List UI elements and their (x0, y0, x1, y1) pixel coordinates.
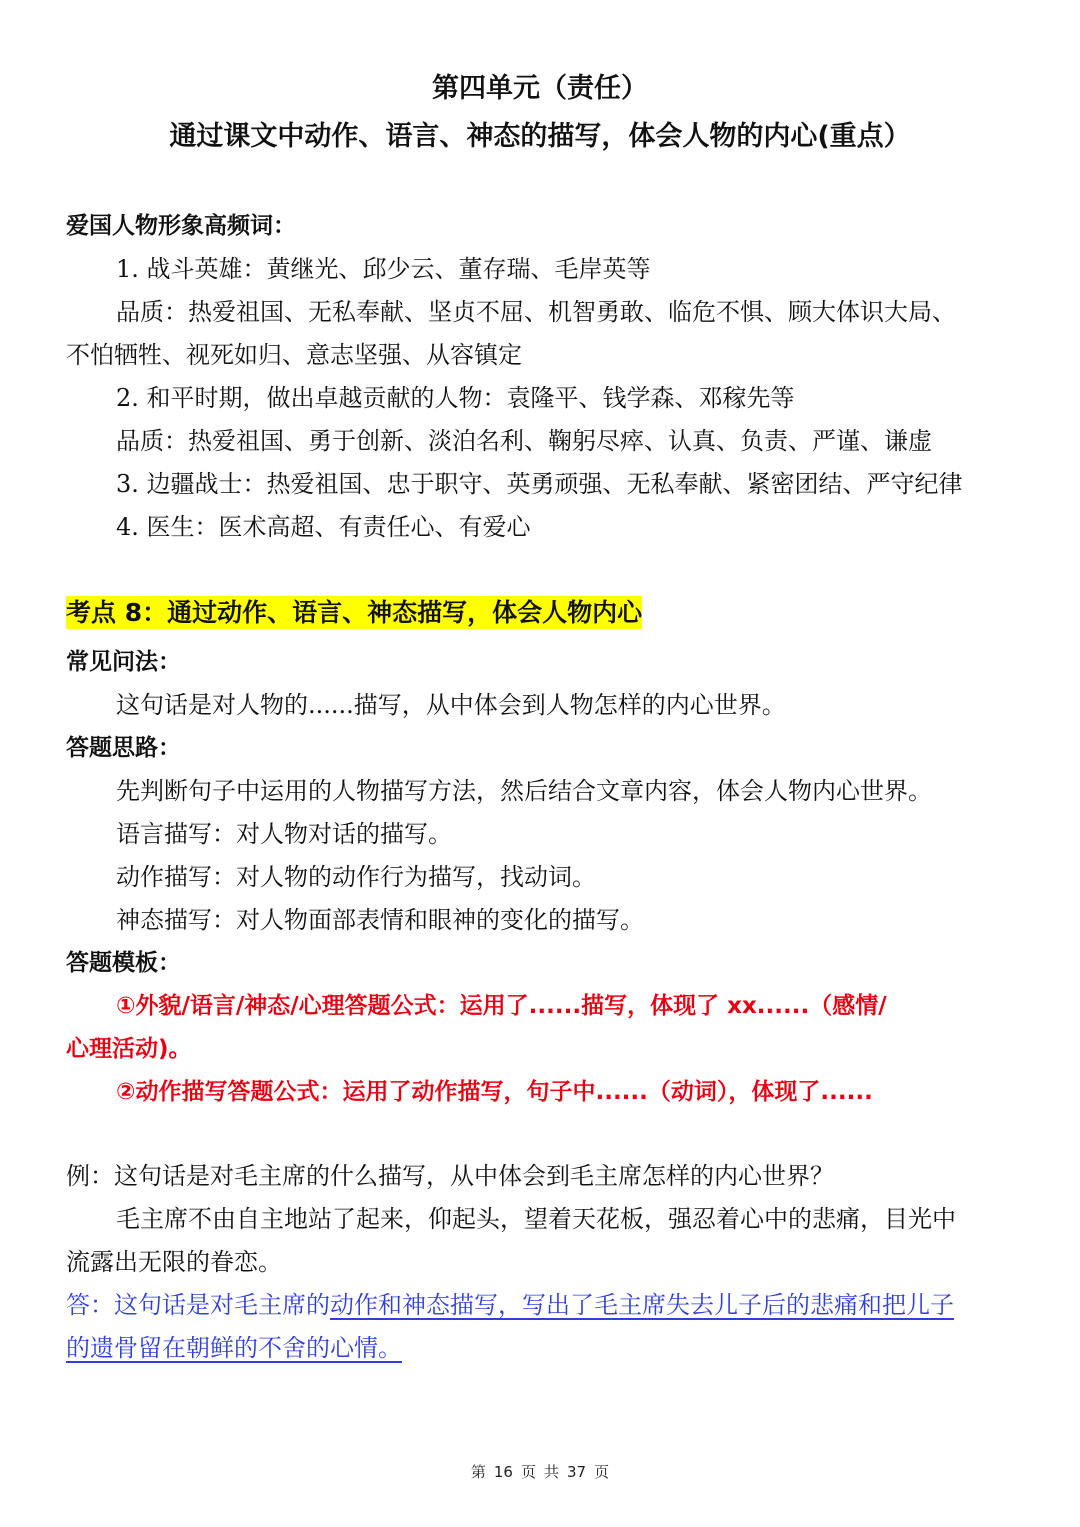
approach-text: 先判断句子中运用的人物描写方法，然后结合文章内容，体会人物内心世界。 (116, 777, 932, 805)
footer-label: 页 (520, 1463, 536, 1481)
example-answer (66, 1289, 1026, 1321)
example-passage: 毛主席不由自主地站了起来，仰起头，望着天花板，强忍着心中的悲痛，目光中 (116, 1205, 956, 1233)
template-heading: 答题模板： (66, 950, 181, 976)
expression-description: 神态描写：对人物面部表情和眼神的变化的描写。 (116, 906, 644, 934)
total-pages: 37 (567, 1463, 587, 1481)
patriot-words-heading: 爱国人物形象高频词： (66, 213, 296, 239)
list-item-combat-heroes: 1. 战斗英雄：黄继光、邱少云、董存瑞、毛岸英等 (116, 255, 651, 283)
unit-title: 第四单元（责任） (432, 73, 648, 104)
common-question-text: 这句话是对人物的......描写，从中体会到人物怎样的内心世界。 (116, 691, 786, 719)
action-description: 动作描写：对人物的动作行为描写，找动词。 (116, 863, 596, 891)
page-footer (0, 1461, 1080, 1482)
page-number: 16 (493, 1463, 513, 1481)
list-item-quality: 品质：热爱祖国、勇于创新、淡泊名利、鞠躬尽瘁、认真、负责、严谨、谦虚 (116, 427, 932, 455)
template-formula-1-cont: 心理活动)。 (66, 1036, 192, 1062)
approach-heading: 答题思路： (66, 735, 181, 761)
common-question-heading: 常见问法： (66, 649, 181, 675)
list-item-doctors: 4. 医生：医术高超、有责任心、有爱心 (116, 513, 531, 541)
example-question: 例：这句话是对毛主席的什么描写，从中体会到毛主席怎样的内心世界？ (66, 1162, 834, 1190)
template-formula-2: ②动作描写答题公式：运用了动作描写，句子中......（动词），体现了...... (116, 1079, 873, 1105)
list-item-quality: 品质：热爱祖国、无私奉献、坚贞不屈、机智勇敢、临危不惧、顾大体识大局、 (116, 298, 956, 326)
list-item-peace-era: 2. 和平时期，做出卓越贡献的人物：袁隆平、钱学森、邓稼先等 (116, 384, 795, 412)
footer-label: 共 (544, 1463, 560, 1481)
exam-point-title (66, 597, 1026, 629)
highlighted-exam-point: 考点 8：通过动作、语言、神态描写，体会人物内心 (66, 598, 643, 627)
lesson-subtitle: 通过课文中动作、语言、神态的描写，体会人物的内心(重点） (169, 121, 911, 152)
template-formula-1: ①外貌/语言/神态/心理答题公式：运用了......描写，体现了 xx......（感情/ (116, 993, 887, 1019)
footer-label: 页 (594, 1463, 610, 1481)
answer-prefix: 答：这句话是对毛主席的 (66, 1291, 330, 1319)
example-answer-cont (66, 1332, 1026, 1364)
footer-label: 第 (470, 1463, 486, 1481)
example-passage-cont: 流露出无限的眷恋。 (66, 1248, 282, 1276)
language-description: 语言描写：对人物对话的描写。 (116, 820, 452, 848)
answer-underlined: 动作和神态描写，写出了毛主席失去儿子后的悲痛和把儿子 (330, 1291, 954, 1319)
answer-underlined-cont: 的遗骨留在朝鲜的不舍的心情。 (66, 1334, 402, 1362)
list-item-border-soldiers: 3. 边疆战士：热爱祖国、忠于职守、英勇顽强、无私奉献、紧密团结、严守纪律 (116, 470, 963, 498)
list-item-quality-cont: 不怕牺牲、视死如归、意志坚强、从容镇定 (66, 341, 522, 369)
